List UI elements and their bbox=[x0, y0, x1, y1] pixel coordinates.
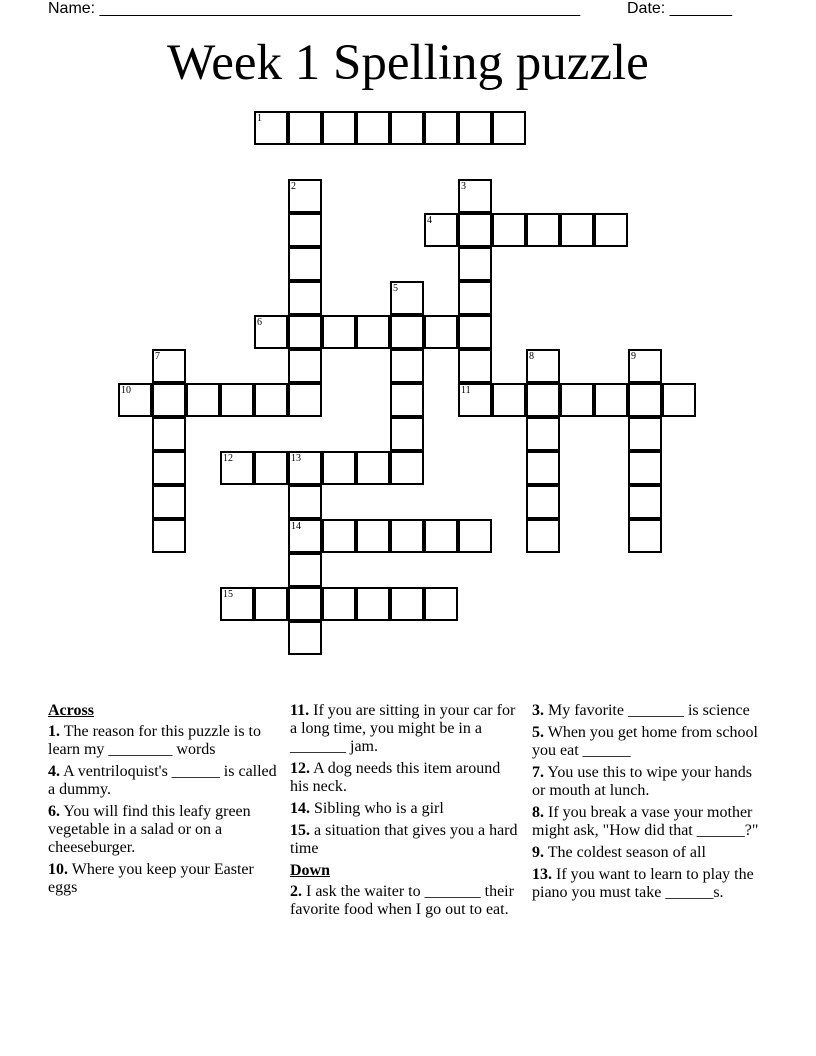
grid-cell[interactable] bbox=[220, 587, 254, 621]
grid-cell[interactable] bbox=[560, 383, 594, 417]
grid-cell[interactable] bbox=[356, 315, 390, 349]
cell-number: 9 bbox=[631, 351, 636, 362]
grid-cell[interactable] bbox=[356, 111, 390, 145]
worksheet-header bbox=[48, 0, 748, 22]
grid-cell[interactable] bbox=[560, 213, 594, 247]
grid-cell[interactable] bbox=[254, 315, 288, 349]
grid-cell[interactable] bbox=[254, 587, 288, 621]
clue-number: 10. bbox=[48, 861, 68, 878]
clue-number: 3. bbox=[532, 702, 544, 719]
grid-cell[interactable] bbox=[492, 383, 526, 417]
clue-number: 12. bbox=[290, 760, 310, 777]
grid-cell[interactable] bbox=[288, 553, 322, 587]
clue-across-1 bbox=[48, 723, 284, 759]
cell-number: 5 bbox=[393, 283, 398, 294]
grid-cell[interactable] bbox=[458, 247, 492, 281]
cell-number: 7 bbox=[155, 351, 160, 362]
clue-number: 7. bbox=[532, 764, 544, 781]
grid-cell[interactable] bbox=[424, 315, 458, 349]
grid-cell[interactable] bbox=[424, 111, 458, 145]
grid-cell[interactable] bbox=[288, 315, 322, 349]
clue-number: 4. bbox=[48, 763, 60, 780]
grid-cell[interactable] bbox=[152, 349, 186, 383]
clue-across-4 bbox=[48, 763, 284, 799]
grid-cell[interactable] bbox=[288, 587, 322, 621]
name-field-label[interactable]: Name: ______________________________________________________ bbox=[48, 0, 581, 17]
grid-cell[interactable] bbox=[288, 349, 322, 383]
clue-text: The reason for this puzzle is to learn my ________ words bbox=[48, 723, 261, 758]
grid-cell[interactable] bbox=[594, 383, 628, 417]
clue-text: My favorite _______ is science bbox=[548, 702, 750, 719]
grid-cell[interactable] bbox=[322, 587, 356, 621]
grid-cell[interactable] bbox=[424, 213, 458, 247]
date-field-label[interactable]: Date: _______ bbox=[627, 0, 732, 17]
clues-column-2 bbox=[290, 702, 520, 923]
puzzle-title: Week 1 Spelling puzzle bbox=[167, 35, 649, 91]
grid-cell[interactable] bbox=[322, 451, 356, 485]
grid-cell[interactable] bbox=[526, 383, 560, 417]
grid-cell[interactable] bbox=[288, 213, 322, 247]
clue-text: Where you keep your Easter eggs bbox=[48, 861, 254, 896]
grid-cell[interactable] bbox=[152, 519, 186, 553]
grid-cell[interactable] bbox=[628, 485, 662, 519]
clue-number: 14. bbox=[290, 800, 310, 817]
grid-cell[interactable] bbox=[390, 383, 424, 417]
grid-cell[interactable] bbox=[322, 111, 356, 145]
grid-cell[interactable] bbox=[492, 213, 526, 247]
grid-cell[interactable] bbox=[152, 417, 186, 451]
clue-text: The coldest season of all bbox=[547, 844, 706, 861]
grid-cell[interactable] bbox=[628, 451, 662, 485]
clue-text: You use this to wipe your hands or mouth at lunch. bbox=[532, 764, 753, 799]
grid-cell[interactable] bbox=[526, 417, 560, 451]
clue-number: 2. bbox=[290, 883, 302, 900]
grid-cell[interactable] bbox=[390, 349, 424, 383]
clue-number: 15. bbox=[290, 822, 310, 839]
clue-down-9 bbox=[532, 844, 760, 862]
cell-number: 11 bbox=[461, 385, 471, 396]
grid-cell[interactable] bbox=[662, 383, 696, 417]
grid-cell[interactable] bbox=[526, 349, 560, 383]
grid-cell[interactable] bbox=[390, 315, 424, 349]
grid-cell[interactable] bbox=[186, 383, 220, 417]
cell-number: 2 bbox=[291, 181, 296, 192]
clue-text: If you break a vase your mother might ask, "How did that ______?" bbox=[532, 804, 759, 839]
grid-cell[interactable] bbox=[288, 621, 322, 655]
grid-cell[interactable] bbox=[458, 213, 492, 247]
clue-number: 13. bbox=[532, 866, 552, 883]
grid-cell[interactable] bbox=[220, 451, 254, 485]
grid-cell[interactable] bbox=[288, 519, 322, 553]
clue-text: If you want to learn to play the piano you must take ______s. bbox=[532, 866, 754, 901]
clue-number: 1. bbox=[48, 723, 60, 740]
grid-cell[interactable] bbox=[152, 383, 186, 417]
grid-cell[interactable] bbox=[254, 111, 288, 145]
grid-cell[interactable] bbox=[628, 417, 662, 451]
down-heading: Down bbox=[290, 862, 331, 879]
cell-number: 8 bbox=[529, 351, 534, 362]
clue-across-11 bbox=[290, 702, 520, 756]
clue-number: 9. bbox=[532, 844, 544, 861]
grid-cell[interactable] bbox=[628, 519, 662, 553]
clue-down-13 bbox=[532, 866, 760, 902]
grid-cell[interactable] bbox=[356, 519, 390, 553]
grid-cell[interactable] bbox=[390, 587, 424, 621]
grid-cell[interactable] bbox=[526, 485, 560, 519]
clue-across-15 bbox=[290, 822, 520, 858]
grid-cell[interactable] bbox=[288, 485, 322, 519]
grid-cell[interactable] bbox=[628, 383, 662, 417]
clues-column-1 bbox=[48, 702, 284, 901]
clue-text: If you are sitting in your car for a long time, you might be in a _______ jam. bbox=[290, 702, 516, 755]
grid-cell[interactable] bbox=[254, 383, 288, 417]
grid-cell[interactable] bbox=[356, 451, 390, 485]
clue-text: When you get home from school you eat ______ bbox=[532, 724, 758, 759]
clue-down-3 bbox=[532, 702, 760, 720]
grid-cell[interactable] bbox=[424, 519, 458, 553]
grid-cell[interactable] bbox=[458, 349, 492, 383]
clue-across-12 bbox=[290, 760, 520, 796]
cell-number: 1 bbox=[257, 113, 262, 124]
grid-cell[interactable] bbox=[458, 383, 492, 417]
cell-number: 13 bbox=[291, 453, 301, 464]
grid-cell[interactable] bbox=[356, 587, 390, 621]
clue-down-2 bbox=[290, 883, 520, 919]
grid-cell[interactable] bbox=[424, 587, 458, 621]
grid-cell[interactable] bbox=[458, 179, 492, 213]
grid-cell[interactable] bbox=[288, 179, 322, 213]
clue-text: I ask the waiter to _______ their favorite food when I go out to eat. bbox=[290, 883, 514, 918]
grid-cell[interactable] bbox=[526, 213, 560, 247]
grid-cell[interactable] bbox=[628, 349, 662, 383]
clues-column-3 bbox=[532, 702, 760, 906]
grid-cell[interactable] bbox=[594, 213, 628, 247]
grid-cell[interactable] bbox=[390, 519, 424, 553]
grid-cell[interactable] bbox=[390, 451, 424, 485]
clue-across-10 bbox=[48, 861, 284, 897]
grid-cell[interactable] bbox=[390, 417, 424, 451]
grid-cell[interactable] bbox=[526, 451, 560, 485]
clue-down-8 bbox=[532, 804, 760, 840]
cell-number: 15 bbox=[223, 589, 233, 600]
cell-number: 12 bbox=[223, 453, 233, 464]
grid-cell[interactable] bbox=[288, 111, 322, 145]
cell-number: 3 bbox=[461, 181, 466, 192]
clue-text: Sibling who is a girl bbox=[314, 800, 444, 817]
grid-cell[interactable] bbox=[458, 281, 492, 315]
grid-cell[interactable] bbox=[492, 111, 526, 145]
grid-cell[interactable] bbox=[254, 451, 288, 485]
grid-cell[interactable] bbox=[458, 315, 492, 349]
cell-number: 6 bbox=[257, 317, 262, 328]
grid-cell[interactable] bbox=[458, 111, 492, 145]
across-heading: Across bbox=[48, 702, 94, 719]
grid-cell[interactable] bbox=[390, 281, 424, 315]
grid-cell[interactable] bbox=[458, 519, 492, 553]
clue-across-6 bbox=[48, 803, 284, 857]
clue-down-5 bbox=[532, 724, 760, 760]
grid-cell[interactable] bbox=[322, 315, 356, 349]
grid-cell[interactable] bbox=[118, 383, 152, 417]
clue-number: 8. bbox=[532, 804, 544, 821]
grid-cell[interactable] bbox=[288, 247, 322, 281]
grid-cell[interactable] bbox=[526, 519, 560, 553]
clue-text: a situation that gives you a hard time bbox=[290, 822, 518, 857]
clue-down-7 bbox=[532, 764, 760, 800]
grid-cell[interactable] bbox=[220, 383, 254, 417]
clue-text: A dog needs this item around his neck. bbox=[290, 760, 501, 795]
grid-cell[interactable] bbox=[152, 485, 186, 519]
clue-across-14 bbox=[290, 800, 520, 818]
grid-cell[interactable] bbox=[322, 519, 356, 553]
clue-text: A ventriloquist's ______ is called a dummy. bbox=[48, 763, 277, 798]
clue-number: 11. bbox=[290, 702, 310, 719]
grid-cell[interactable] bbox=[288, 451, 322, 485]
clue-text: You will find this leafy green vegetable in a salad or on a cheeseburger. bbox=[48, 803, 251, 856]
grid-cell[interactable] bbox=[390, 111, 424, 145]
cell-number: 14 bbox=[291, 521, 301, 532]
cell-number: 10 bbox=[121, 385, 131, 396]
grid-cell[interactable] bbox=[152, 451, 186, 485]
clue-number: 6. bbox=[48, 803, 60, 820]
grid-cell[interactable] bbox=[288, 383, 322, 417]
cell-number: 4 bbox=[427, 215, 432, 226]
grid-cell[interactable] bbox=[288, 281, 322, 315]
clue-number: 5. bbox=[532, 724, 544, 741]
